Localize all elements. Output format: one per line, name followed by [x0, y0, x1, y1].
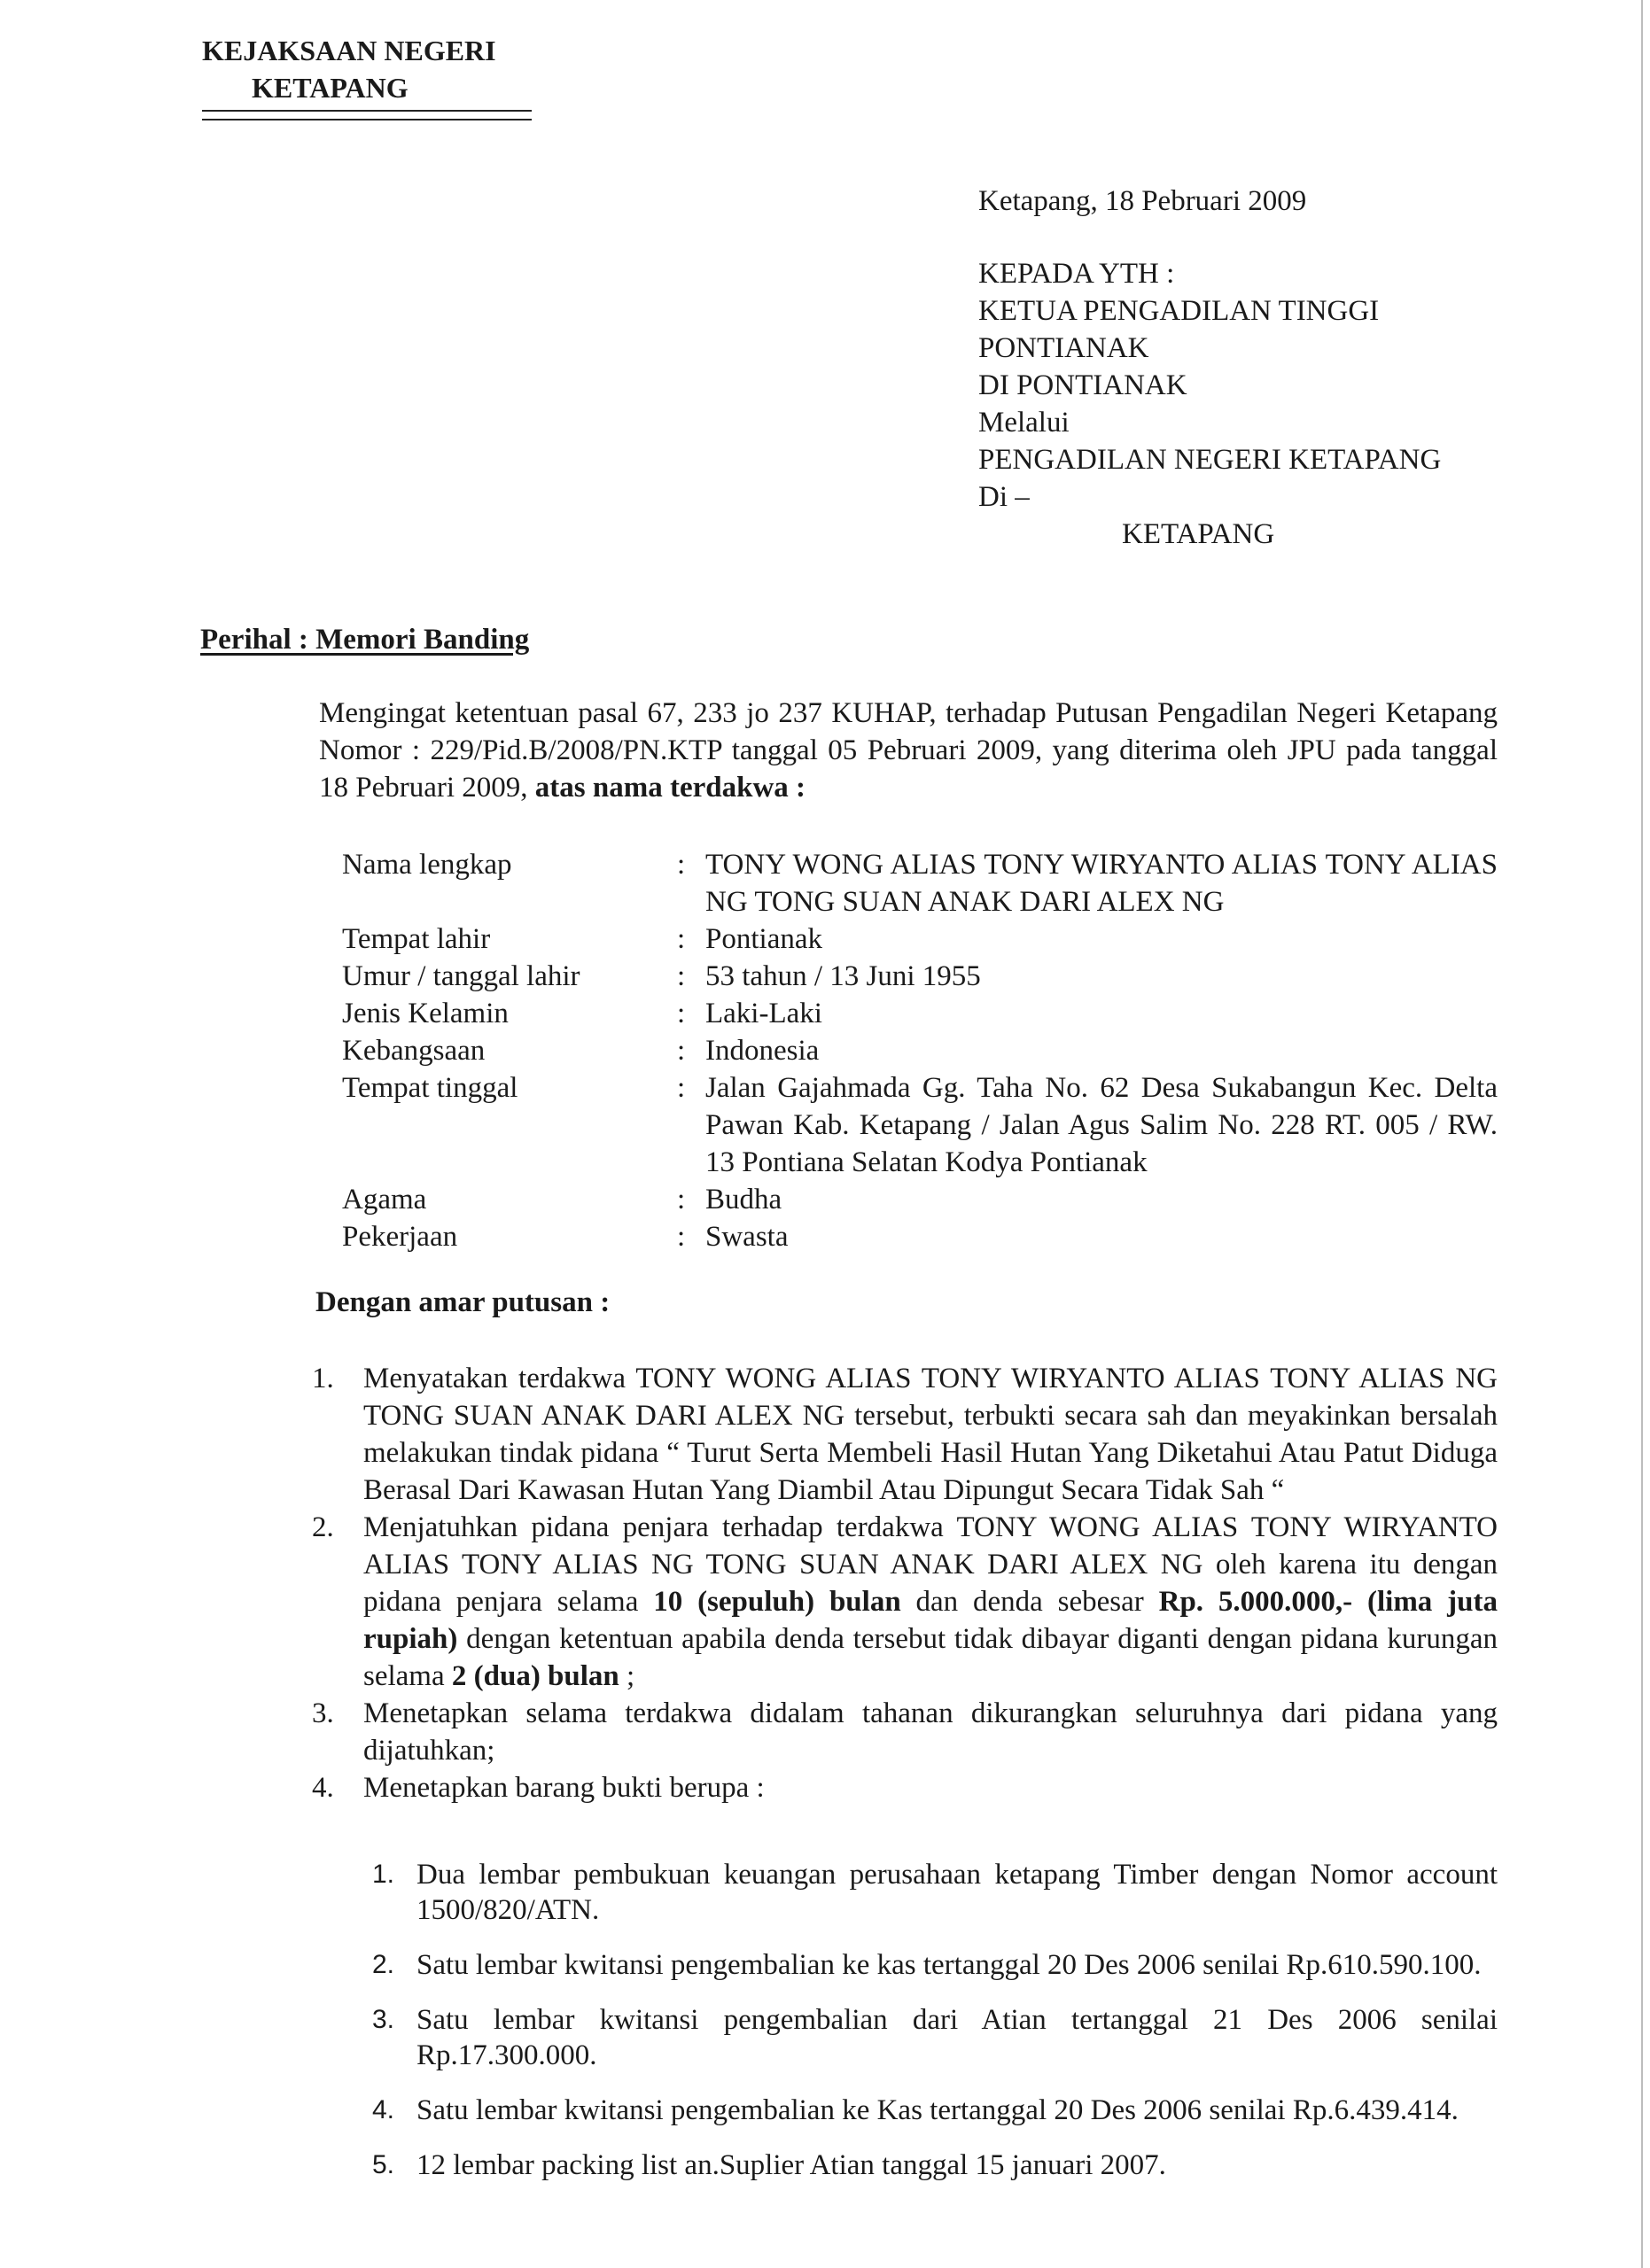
- evidence-text: Satu lembar kwitansi pengembalian dari Atian tertanggal 21 Des 2006 senilai Rp.17.300.000.: [416, 2004, 1498, 2071]
- evidence-text: Satu lembar kwitansi pengembalian ke Kas tertanggal 20 Des 2006 senilai Rp.6.439.414.: [416, 2094, 1459, 2126]
- intro-bold-tail: atas nama terdakwa :: [527, 772, 806, 804]
- identity-label: Umur / tanggal lahir: [342, 960, 580, 992]
- identity-row: [342, 1069, 1498, 1181]
- letterhead-line1: KEJAKSAAN NEGERI: [202, 35, 496, 66]
- scan-edge: [1641, 0, 1643, 2268]
- recipient-line: PENGADILAN NEGERI KETAPANG: [978, 444, 1442, 476]
- evidence-number: 1.: [372, 1860, 395, 1889]
- evidence-item: [372, 1857, 1498, 1928]
- identity-label: Pekerjaan: [342, 1221, 458, 1253]
- recipient-line: Di –: [978, 481, 1030, 513]
- recipient-line: KETUA PENGADILAN TINGGI: [978, 295, 1380, 327]
- verdict-number: 1.: [312, 1363, 334, 1394]
- evidence-text: 12 lembar packing list an.Suplier Atian tanggal 15 januari 2007.: [416, 2149, 1166, 2181]
- identity-colon: :: [677, 998, 686, 1029]
- letterhead: [202, 32, 496, 106]
- letterhead-double-rule: [202, 110, 532, 120]
- recipient-line: KEPADA YTH :: [978, 258, 1175, 290]
- identity-colon: :: [677, 960, 686, 992]
- identity-value: Laki-Laki: [705, 998, 822, 1029]
- intro-paragraph: [319, 695, 1498, 806]
- identity-colon: :: [677, 1221, 686, 1253]
- evidence-text: Dua lembar pembukuan keuangan perusahaan ketapang Timber dengan Nomor account 1500/820/ATN.: [416, 1859, 1498, 1926]
- identity-value: Indonesia: [705, 1035, 820, 1067]
- evidence-number: 5.: [372, 2150, 395, 2179]
- evidence-item: [372, 2002, 1498, 2073]
- identity-row: [342, 1181, 1498, 1218]
- identity-label: Nama lengkap: [342, 849, 512, 881]
- identity-label: Jenis Kelamin: [342, 998, 509, 1029]
- identity-row: [342, 846, 1498, 920]
- verdict-text: [363, 1509, 1498, 1695]
- identity-label: Tempat tinggal: [342, 1072, 518, 1104]
- identity-colon: :: [677, 849, 686, 881]
- evidence-item: [372, 2148, 1498, 2183]
- verdict-text-part: Menjatuhkan pidana penjara terhadap terdakwa TONY WONG ALIAS TONY WIRYANTO ALIAS TONY ALIAS NG TONG SUAN ANAK DARI ALEX NG oleh karena itu dengan pidana penjara selama: [363, 1511, 1498, 1618]
- evidence-number: 3.: [372, 2005, 395, 2034]
- identity-label: Agama: [342, 1184, 427, 1216]
- evidence-text: Satu lembar kwitansi pengembalian ke kas tertanggal 20 Des 2006 senilai Rp.610.590.100.: [416, 1949, 1482, 1981]
- identity-value: TONY WONG ALIAS TONY WIRYANTO ALIAS TONY ALIAS NG TONG SUAN ANAK DARI ALEX NG: [705, 849, 1498, 918]
- identity-value: Pontianak: [705, 923, 822, 955]
- identity-value: Budha: [705, 1184, 782, 1216]
- identity-row: [342, 958, 1498, 995]
- evidence-number: 2.: [372, 1950, 395, 1979]
- verdict-item: [312, 1360, 1498, 1509]
- verdict-number: 3.: [312, 1697, 334, 1729]
- evidence-item: [372, 1947, 1498, 1983]
- evidence-number: 4.: [372, 2095, 395, 2124]
- identity-colon: :: [677, 1184, 686, 1216]
- verdict-item: [312, 1695, 1498, 1769]
- verdict-text-part: dengan ketentuan apabila denda tersebut tidak dibayar diganti dengan pidana kurungan selama: [363, 1623, 1498, 1692]
- evidence-item: [372, 2093, 1498, 2128]
- verdict-text: Menetapkan selama terdakwa didalam tahanan dikurangkan seluruhnya dari pidana yang dijatuhkan;: [363, 1697, 1498, 1767]
- identity-colon: :: [677, 1035, 686, 1067]
- verdict-text: Menyatakan terdakwa TONY WONG ALIAS TONY WIRYANTO ALIAS TONY ALIAS NG TONG SUAN ANAK DARI ALEX NG tersebut, terbukti secara sah dan meyakinkan bersalah melakukan tindak pidana “ Turut Serta Membeli Hasil Hutan Yang Diketahui Atau Patut Diduga Berasal Dari Kawasan Hutan Yang Diambil Atau Dipungut Secara Tidak Sah “: [363, 1363, 1498, 1506]
- verdict-text-part: ;: [619, 1660, 635, 1692]
- verdict-list: [312, 1360, 1498, 1806]
- identity-value: Jalan Gajahmada Gg. Taha No. 62 Desa Sukabangun Kec. Delta Pawan Kab. Ketapang / Jalan Agus Salim No. 228 RT. 005 / RW. 13 Pontiana Selatan Kodya Pontianak: [705, 1072, 1498, 1178]
- verdict-text-part: dan denda sebesar: [900, 1586, 1159, 1618]
- letterhead-line2: KETAPANG: [252, 72, 409, 104]
- verdict-heading: Dengan amar putusan :: [315, 1286, 611, 1318]
- identity-value: 53 tahun / 13 Juni 1955: [705, 960, 981, 992]
- recipient-city: KETAPANG: [1122, 518, 1275, 550]
- identity-label: Tempat lahir: [342, 923, 491, 955]
- identity-colon: :: [677, 1072, 686, 1104]
- defendant-identity: [342, 846, 1498, 1255]
- verdict-number: 4.: [312, 1772, 334, 1804]
- identity-value: Swasta: [705, 1221, 789, 1253]
- substitute-detention: 2 (dua) bulan: [451, 1660, 619, 1692]
- place-date: Ketapang, 18 Pebruari 2009: [978, 185, 1307, 217]
- identity-row: [342, 920, 1498, 958]
- fine-amount: Rp. 5.000.000,- (lima juta rupiah): [363, 1586, 1498, 1655]
- evidence-list: [372, 1857, 1498, 2202]
- recipient-line: Melalui: [978, 407, 1070, 439]
- identity-colon: :: [677, 923, 686, 955]
- identity-label: Kebangsaan: [342, 1035, 486, 1067]
- verdict-item: [312, 1509, 1498, 1695]
- sentence-duration: 10 (sepuluh) bulan: [653, 1586, 901, 1618]
- identity-row: [342, 995, 1498, 1032]
- subject-line: Perihal : Memori Banding: [200, 624, 530, 656]
- intro-text: Mengingat ketentuan pasal 67, 233 jo 237 KUHAP, terhadap Putusan Pengadilan Negeri Ketapang Nomor : 229/Pid.B/2008/PN.KTP tanggal 05 Pebruari 2009, yang diterima oleh JPU pada tanggal 18 Pebruari 2009,: [319, 697, 1498, 804]
- identity-row: [342, 1218, 1498, 1255]
- recipient-line: DI PONTIANAK: [978, 369, 1187, 401]
- verdict-number: 2.: [312, 1511, 334, 1543]
- identity-row: [342, 1032, 1498, 1069]
- recipient-block: [978, 183, 1441, 553]
- recipient-line: PONTIANAK: [978, 332, 1149, 364]
- verdict-text: Menetapkan barang bukti berupa :: [363, 1772, 765, 1804]
- verdict-item: [312, 1769, 1498, 1806]
